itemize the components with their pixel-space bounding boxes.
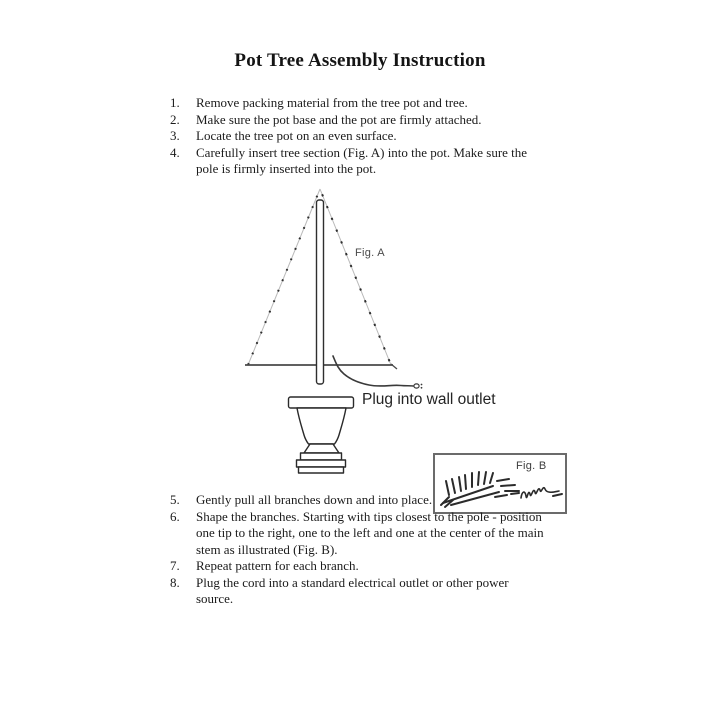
- step-number: 6.: [170, 508, 180, 524]
- step-number: 8.: [170, 574, 180, 590]
- figure-b-label: Fig. B: [516, 460, 547, 472]
- step-item: [170, 509, 552, 559]
- pot-base-step-3: [299, 467, 344, 473]
- step-number: 3.: [170, 128, 180, 143]
- step-text: Plug the cord into a standard electrical outlet or other power source.: [196, 574, 509, 606]
- step-number: 2.: [170, 111, 180, 127]
- step-text: Carefully insert tree section (Fig. A) into the pot. Make sure the pole is firmly inserted into the pot.: [196, 144, 528, 176]
- step-item: [170, 492, 552, 509]
- step-item: [170, 575, 552, 608]
- pot-base-step-1: [301, 453, 342, 460]
- page-title: Pot Tree Assembly Instruction: [234, 50, 486, 71]
- step-number: 1.: [170, 95, 180, 110]
- figure-a-label: Fig. A: [355, 247, 385, 259]
- power-plug-icon: [414, 384, 423, 389]
- step-text: Gently pull all branches down and into place.: [196, 492, 433, 507]
- step-text: Make sure the pot base and the pot are firmly attached.: [196, 111, 482, 127]
- pot-base-step-2: [297, 460, 346, 467]
- steps-list-5-8: [170, 492, 552, 608]
- steps-list-1-4: [170, 95, 552, 178]
- step-item: [170, 145, 552, 178]
- tree-pole: [317, 200, 324, 384]
- power-cord: [333, 356, 413, 386]
- step-text: Shape the branches. Starting with tips closest to the pole - position one tip to the right, one to the left and one at the center of the main stem as illustrated (Fig. B).: [196, 508, 544, 557]
- pot-body: [297, 408, 346, 444]
- step-number: 7.: [170, 558, 180, 573]
- step-text: Locate the tree pot on an even surface.: [196, 128, 397, 143]
- pot-foot: [304, 444, 339, 453]
- step-text: Repeat pattern for each branch.: [196, 558, 359, 573]
- step-number: 4.: [170, 144, 180, 160]
- tree-pot-diagram: [240, 183, 510, 483]
- step-text: Remove packing material from the tree pot and tree.: [196, 95, 468, 110]
- plug-callout-text: Plug into wall outlet: [362, 391, 496, 408]
- pot-rim: [289, 397, 354, 408]
- tree-pot: [289, 397, 354, 473]
- step-item: [170, 128, 552, 145]
- step-item: [170, 558, 552, 575]
- step-number: 5.: [170, 492, 180, 507]
- step-item: [170, 95, 552, 112]
- step-item: [170, 112, 552, 129]
